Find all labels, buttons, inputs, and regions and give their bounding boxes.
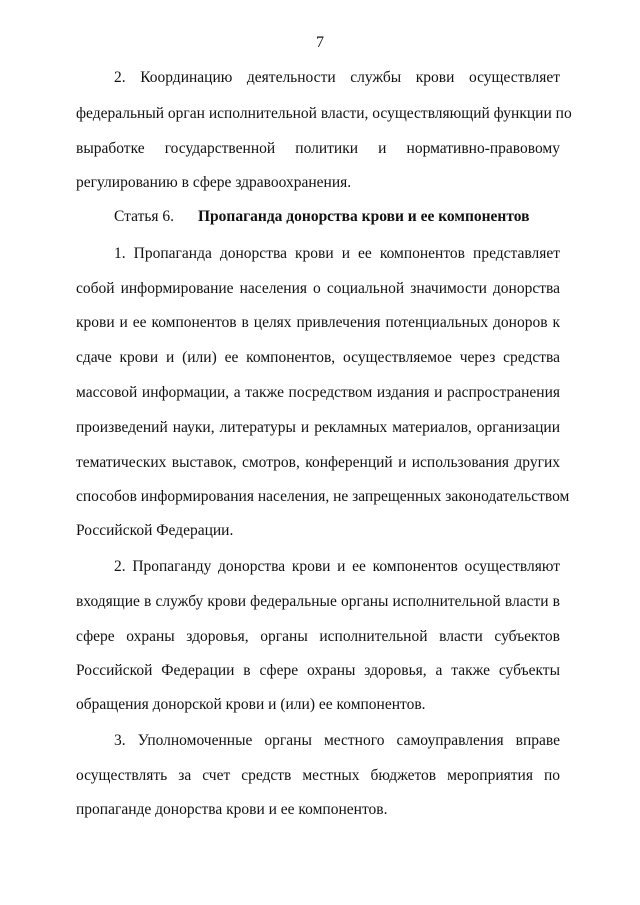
paragraph-line: Российской Федерации в сфере охраны здоровья, а также субъекты xyxy=(76,662,560,679)
paragraph-line: тематических выставок, смотров, конференций и использования других xyxy=(76,454,560,471)
page-number: 7 xyxy=(316,34,324,51)
paragraph-line: сфере охраны здоровья, органы исполнительной власти субъектов xyxy=(76,628,560,645)
paragraph-line: федеральный орган исполнительной власти, осуществляющий функции по xyxy=(76,105,572,122)
paragraph-line: выработке государственной политики и нормативно-правовому xyxy=(76,140,560,157)
paragraph-line: 2. Пропаганду донорства крови и ее компонентов осуществляют xyxy=(114,558,560,575)
article-number: Статья 6. xyxy=(114,208,175,225)
paragraph-line: крови и ее компонентов в целях привлечения потенциальных доноров к xyxy=(76,314,560,331)
paragraph-line: обращения донорской крови и (или) ее компонентов. xyxy=(76,696,426,713)
paragraph-line: регулированию в сфере здравоохранения. xyxy=(76,174,352,191)
paragraph-line: собой информирование населения о социальной значимости донорства xyxy=(76,280,560,297)
paragraph-line: способов информирования населения, не запрещенных законодательством xyxy=(76,488,570,505)
article-title: Пропаганда донорства крови и ее компонентов xyxy=(198,208,530,225)
paragraph-line: 3. Уполномоченные органы местного самоуправления вправе xyxy=(114,732,560,749)
paragraph-line: сдаче крови и (или) ее компонентов, осуществляемое через средства xyxy=(76,349,560,366)
paragraph-line: 1. Пропаганда донорства крови и ее компонентов представляет xyxy=(114,245,560,262)
paragraph-line: произведений науки, литературы и рекламных материалов, организации xyxy=(76,419,560,436)
paragraph-line: Российской Федерации. xyxy=(76,522,234,539)
article-heading xyxy=(114,207,530,227)
paragraph-line: входящие в службу крови федеральные органы исполнительной власти в xyxy=(76,593,560,610)
paragraph-line: массовой информации, а также посредством издания и распространения xyxy=(76,384,560,401)
paragraph-line: осуществлять за счет средств местных бюджетов мероприятия по xyxy=(76,767,560,784)
paragraph-line: 2. Координацию деятельности службы крови осуществляет xyxy=(114,69,560,86)
paragraph-line: пропаганде донорства крови и ее компонентов. xyxy=(76,801,388,818)
